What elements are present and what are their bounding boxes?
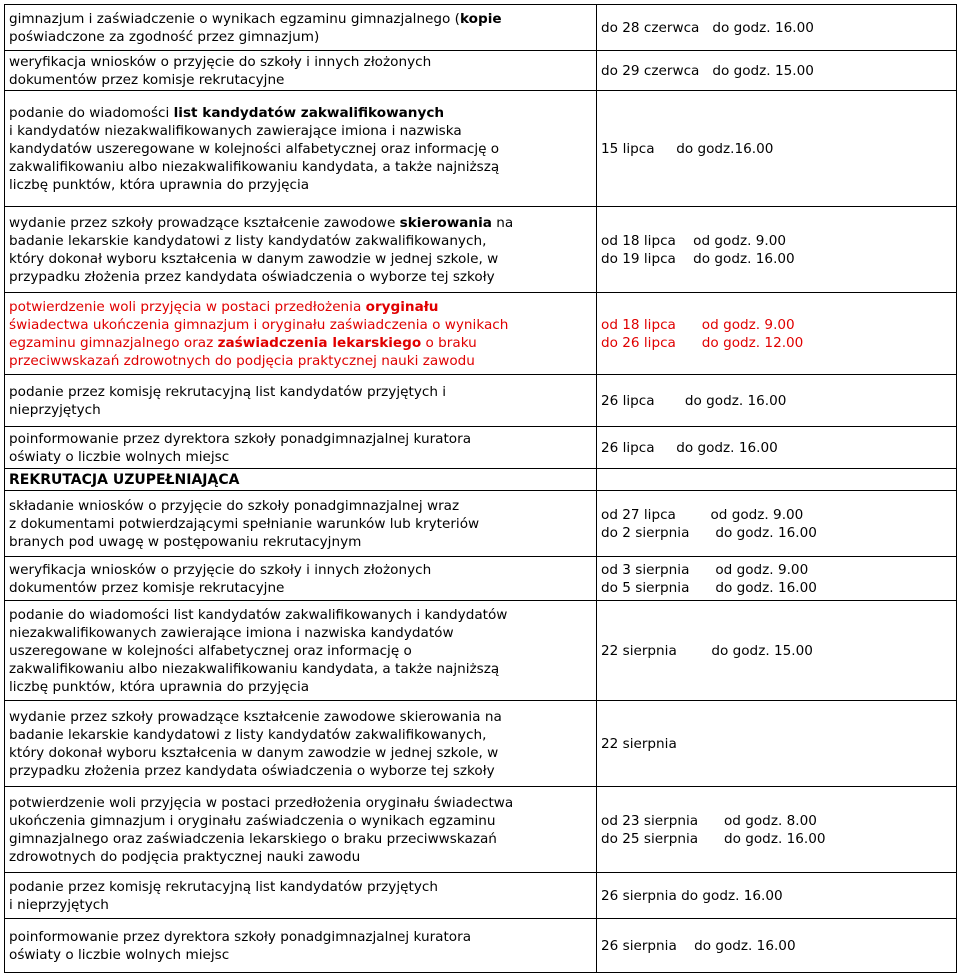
deadline-line: 26 sierpnia do godz. 16.00 bbox=[601, 887, 783, 904]
text-segment: nieprzyjętych bbox=[9, 401, 101, 418]
description-line bbox=[9, 896, 592, 914]
description-line bbox=[9, 848, 592, 866]
text-segment: egzaminu gimnazjalnego oraz bbox=[9, 334, 218, 351]
schedule-row bbox=[5, 51, 957, 91]
task-description bbox=[5, 207, 597, 293]
text-segment: poświadczone za zgodność przez gimnazjum) bbox=[9, 28, 320, 45]
text-segment: wydanie przez szkoły prowadzące kształcenie zawodowe skierowania na bbox=[9, 708, 502, 725]
description-line bbox=[9, 53, 592, 71]
deadline-line: od 3 sierpnia od godz. 9.00 bbox=[601, 561, 809, 578]
description-line bbox=[9, 158, 592, 176]
description-line bbox=[9, 515, 592, 533]
deadline-cell bbox=[597, 491, 957, 557]
description-line bbox=[9, 140, 592, 158]
deadline-cell bbox=[597, 701, 957, 787]
description-line bbox=[9, 28, 592, 46]
text-segment: przypadku złożenia przez kandydata oświadczenia o wyborze tej szkoły bbox=[9, 268, 495, 285]
task-description bbox=[5, 601, 597, 701]
text-segment: podanie do wiadomości bbox=[9, 104, 174, 121]
deadline-line: 26 lipca do godz. 16.00 bbox=[601, 439, 778, 456]
description-line bbox=[9, 642, 592, 660]
schedule-row bbox=[5, 601, 957, 701]
task-description bbox=[5, 491, 597, 557]
deadline-line: od 18 lipca od godz. 9.00 bbox=[601, 316, 795, 333]
task-description bbox=[5, 557, 597, 601]
description-line bbox=[9, 232, 592, 250]
description-line bbox=[9, 352, 592, 370]
deadline-line: 22 sierpnia bbox=[601, 735, 677, 752]
text-segment: na bbox=[491, 214, 514, 231]
schedule-row bbox=[5, 207, 957, 293]
description-line bbox=[9, 928, 592, 946]
text-segment: podanie przez komisję rekrutacyjną list kandydatów przyjętych i bbox=[9, 383, 447, 400]
description-line bbox=[9, 830, 592, 848]
text-segment: i nieprzyjętych bbox=[9, 896, 109, 913]
description-line bbox=[9, 122, 592, 140]
schedule-row bbox=[5, 91, 957, 207]
deadline-cell bbox=[597, 51, 957, 91]
text-segment: przeciwwskazań zdrowotnych do podjęcia praktycznej nauki zawodu bbox=[9, 352, 475, 369]
deadline-line: do 25 sierpnia do godz. 16.00 bbox=[601, 830, 826, 847]
schedule-row bbox=[5, 427, 957, 469]
schedule-rows bbox=[5, 5, 957, 973]
text-segment: gimnazjalnego oraz zaświadczenia lekarskiego o braku przeciwwskazań bbox=[9, 830, 497, 847]
task-description bbox=[5, 919, 597, 973]
text-segment: świadectwa ukończenia gimnazjum i oryginału zaświadczenia o wynikach bbox=[9, 316, 509, 333]
deadline-cell bbox=[597, 91, 957, 207]
task-description bbox=[5, 5, 597, 51]
deadline-cell bbox=[597, 469, 957, 491]
text-segment: o braku bbox=[421, 334, 477, 351]
section-header-row bbox=[5, 469, 957, 491]
description-line bbox=[9, 762, 592, 780]
schedule-row bbox=[5, 557, 957, 601]
description-line bbox=[9, 298, 592, 316]
text-segment: gimnazjum i zaświadczenie o wynikach egzaminu gimnazjalnego ( bbox=[9, 10, 460, 27]
deadline-cell bbox=[597, 557, 957, 601]
text-segment: który dokonał wyboru kształcenia w danym zawodzie w jednej szkole, w bbox=[9, 744, 499, 761]
description-line bbox=[9, 471, 592, 489]
text-segment: zakwalifikowaniu albo niezakwalifikowaniu kandydata, a także najniższą bbox=[9, 660, 500, 677]
text-segment: weryfikacja wniosków o przyjęcie do szkoły i innych złożonych bbox=[9, 53, 432, 70]
description-line bbox=[9, 430, 592, 448]
text-segment: dokumentów przez komisje rekrutacyjne bbox=[9, 71, 285, 88]
text-segment: potwierdzenie woli przyjęcia w postaci przedłożenia oryginału świadectwa bbox=[9, 794, 514, 811]
description-line bbox=[9, 401, 592, 419]
emphasized-text: skierowania bbox=[399, 214, 492, 231]
description-line bbox=[9, 744, 592, 762]
deadline-line: do 5 sierpnia do godz. 16.00 bbox=[601, 579, 817, 596]
deadline-line: 26 lipca do godz. 16.00 bbox=[601, 392, 787, 409]
text-segment: liczbę punktów, która uprawnia do przyjęcia bbox=[9, 176, 310, 193]
deadline-line: do 28 czerwca do godz. 16.00 bbox=[601, 19, 814, 36]
description-line bbox=[9, 561, 592, 579]
deadline-line: do 29 czerwca do godz. 15.00 bbox=[601, 62, 814, 79]
text-segment: który dokonał wyboru kształcenia w danym zawodzie w jednej szkole, w bbox=[9, 250, 499, 267]
description-line bbox=[9, 794, 592, 812]
section-title bbox=[5, 469, 597, 491]
description-line bbox=[9, 726, 592, 744]
description-line bbox=[9, 579, 592, 597]
deadline-line: 22 sierpnia do godz. 15.00 bbox=[601, 642, 813, 659]
text-segment: podanie do wiadomości list kandydatów zakwalifikowanych i kandydatów bbox=[9, 606, 508, 623]
text-segment: oświaty o liczbie wolnych miejsc bbox=[9, 448, 230, 465]
deadline-cell bbox=[597, 873, 957, 919]
text-segment: potwierdzenie woli przyjęcia w postaci przedłożenia bbox=[9, 298, 366, 315]
text-segment: i kandydatów niezakwalifikowanych zawierające imiona i nazwiska bbox=[9, 122, 462, 139]
description-line bbox=[9, 878, 592, 896]
description-line bbox=[9, 104, 592, 122]
recruitment-schedule-table bbox=[4, 4, 957, 973]
text-segment: uszeregowane w kolejności alfabetycznej oraz informację o bbox=[9, 642, 412, 659]
description-line bbox=[9, 214, 592, 232]
description-line bbox=[9, 334, 592, 352]
emphasized-text: kopie bbox=[460, 10, 502, 27]
schedule-row bbox=[5, 701, 957, 787]
description-line bbox=[9, 268, 592, 286]
schedule-row bbox=[5, 375, 957, 427]
deadline-cell bbox=[597, 787, 957, 873]
description-line bbox=[9, 946, 592, 964]
task-description bbox=[5, 51, 597, 91]
deadline-cell bbox=[597, 919, 957, 973]
deadline-cell bbox=[597, 375, 957, 427]
deadline-line: od 27 lipca od godz. 9.00 bbox=[601, 506, 804, 523]
text-segment: poinformowanie przez dyrektora szkoły ponadgimnazjalnej kuratora bbox=[9, 928, 472, 945]
description-line bbox=[9, 448, 592, 466]
text-segment: przypadku złożenia przez kandydata oświadczenia o wyborze tej szkoły bbox=[9, 762, 495, 779]
description-line bbox=[9, 678, 592, 696]
deadline-cell bbox=[597, 293, 957, 375]
deadline-line: od 18 lipca od godz. 9.00 bbox=[601, 232, 787, 249]
description-line bbox=[9, 624, 592, 642]
text-segment: weryfikacja wniosków o przyjęcie do szkoły i innych złożonych bbox=[9, 561, 432, 578]
description-line bbox=[9, 497, 592, 515]
text-segment: z dokumentami potwierdzającymi spełnianie warunków lub kryteriów bbox=[9, 515, 480, 532]
description-line bbox=[9, 383, 592, 401]
deadline-cell bbox=[597, 207, 957, 293]
task-description bbox=[5, 427, 597, 469]
description-line bbox=[9, 10, 592, 28]
text-segment: REKRUTACJA UZUPEŁNIAJĄCA bbox=[9, 471, 240, 488]
deadline-cell bbox=[597, 601, 957, 701]
emphasized-text: list kandydatów zakwalifikowanych bbox=[173, 104, 445, 121]
schedule-row bbox=[5, 491, 957, 557]
description-line bbox=[9, 250, 592, 268]
description-line bbox=[9, 660, 592, 678]
deadline-line: od 23 sierpnia od godz. 8.00 bbox=[601, 812, 817, 829]
text-segment: badanie lekarskie kandydatowi z listy kandydatów zakwalifikowanych, bbox=[9, 232, 487, 249]
deadline-line: 26 sierpnia do godz. 16.00 bbox=[601, 937, 796, 954]
schedule-row bbox=[5, 787, 957, 873]
task-description bbox=[5, 293, 597, 375]
text-segment: podanie przez komisję rekrutacyjną list kandydatów przyjętych bbox=[9, 878, 438, 895]
description-line bbox=[9, 708, 592, 726]
deadline-cell bbox=[597, 427, 957, 469]
text-segment: badanie lekarskie kandydatowi z listy kandydatów zakwalifikowanych, bbox=[9, 726, 487, 743]
text-segment: składanie wniosków o przyjęcie do szkoły ponadgimnazjalnej wraz bbox=[9, 497, 460, 514]
deadline-line: do 19 lipca do godz. 16.00 bbox=[601, 250, 795, 267]
text-segment: dokumentów przez komisje rekrutacyjne bbox=[9, 579, 285, 596]
text-segment: wydanie przez szkoły prowadzące kształcenie zawodowe bbox=[9, 214, 400, 231]
description-line bbox=[9, 812, 592, 830]
description-line bbox=[9, 316, 592, 334]
deadline-line: do 26 lipca do godz. 12.00 bbox=[601, 334, 804, 351]
deadline-line: 15 lipca do godz.16.00 bbox=[601, 140, 774, 157]
text-segment: poinformowanie przez dyrektora szkoły ponadgimnazjalnej kuratora bbox=[9, 430, 472, 447]
emphasized-text: oryginału bbox=[365, 298, 439, 315]
text-segment: liczbę punktów, która uprawnia do przyjęcia bbox=[9, 678, 310, 695]
schedule-row bbox=[5, 5, 957, 51]
text-segment: kandydatów uszeregowane w kolejności alfabetycznej oraz informację o bbox=[9, 140, 500, 157]
task-description bbox=[5, 701, 597, 787]
emphasized-text: zaświadczenia lekarskiego bbox=[217, 334, 422, 351]
description-line bbox=[9, 533, 592, 551]
task-description bbox=[5, 91, 597, 207]
text-segment: niezakwalifikowanych zawierające imiona i nazwiska kandydatów bbox=[9, 624, 454, 641]
text-segment: zakwalifikowaniu albo niezakwalifikowaniu kandydata, a także najniższą bbox=[9, 158, 500, 175]
text-segment: branych pod uwagę w postępowaniu rekrutacyjnym bbox=[9, 533, 362, 550]
text-segment: ukończenia gimnazjum i oryginału zaświadczenia o wynikach egzaminu bbox=[9, 812, 496, 829]
text-segment: zdrowotnych do podjęcia praktycznej nauki zawodu bbox=[9, 848, 361, 865]
description-line bbox=[9, 176, 592, 194]
text-segment: oświaty o liczbie wolnych miejsc bbox=[9, 946, 230, 963]
schedule-row bbox=[5, 293, 957, 375]
task-description bbox=[5, 787, 597, 873]
description-line bbox=[9, 606, 592, 624]
task-description bbox=[5, 873, 597, 919]
description-line bbox=[9, 71, 592, 89]
task-description bbox=[5, 375, 597, 427]
deadline-cell bbox=[597, 5, 957, 51]
schedule-row bbox=[5, 919, 957, 973]
schedule-row bbox=[5, 873, 957, 919]
deadline-line: do 2 sierpnia do godz. 16.00 bbox=[601, 524, 817, 541]
